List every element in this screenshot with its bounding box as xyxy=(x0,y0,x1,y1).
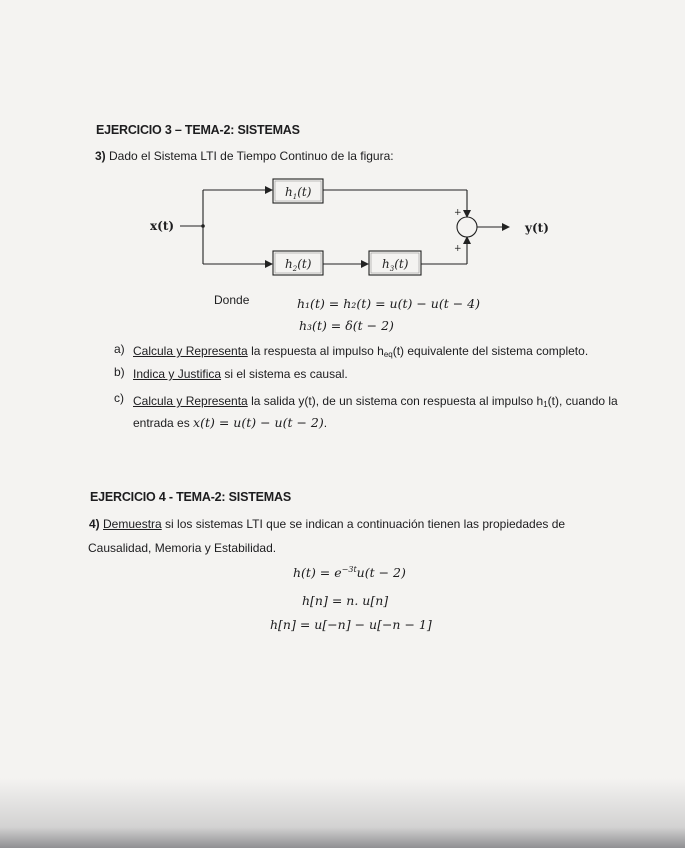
output-label: y(t) xyxy=(525,221,549,235)
exercise-4-statement-line2: Causalidad, Memoria y Estabilidad. xyxy=(88,541,277,555)
item-a-text: Calcula y Representa la respuesta al impulso $h_{eq}(t)$ equivalente del sistema completo. xyxy=(133,344,589,359)
exercise-3-number: 3) xyxy=(95,149,106,163)
equation-4-2: h[n] = n. u[n] xyxy=(302,593,389,608)
plus-sign-top: + xyxy=(454,208,462,218)
item-c-text: Calcula y Representa la salida y(t), de un sistema con respuesta al impulso $h_1(t)$, cuando la xyxy=(133,394,618,409)
donde-label: Donde xyxy=(214,293,250,307)
exercise-3-heading: EJERCICIO 3 – TEMA-2: SISTEMAS xyxy=(96,123,300,137)
exercise-4-statement: 4) Demuestra si los sistemas LTI que se indican a continuación tienen las propiedades de xyxy=(89,517,566,531)
h2-label: $h_2(t)$ xyxy=(285,257,312,273)
item-c-text-line2: entrada es x(t) = u(t) − u(t − 2). xyxy=(133,415,328,430)
item-a-letter: a) xyxy=(114,342,125,356)
block-diagram xyxy=(140,175,560,290)
equation-4-1: $h(t) = e^{-3t}u(t - 2)$ xyxy=(293,565,406,581)
plus-sign-bottom: + xyxy=(454,244,462,254)
item-b-text: Indica y Justifica si el sistema es causal. xyxy=(133,367,348,381)
h1-label: $h_1(t)$ xyxy=(285,185,312,201)
equation-4-3: h[n] = u[−n] − u[−n − 1] xyxy=(270,617,432,632)
exercise-4-heading: EJERCICIO 4 - TEMA-2: SISTEMAS xyxy=(90,490,291,504)
summing-junction xyxy=(457,217,477,237)
item-c-letter: c) xyxy=(114,391,124,405)
page-shadow xyxy=(0,778,685,848)
equation-h3: h₃(t) = δ(t − 2) xyxy=(299,318,394,333)
exercise-3-intro: Dado el Sistema LTI de Tiempo Continuo de la figura: xyxy=(105,149,394,163)
input-label: x(t) xyxy=(150,219,175,233)
exercise-3-statement xyxy=(95,149,394,163)
h3-label: $h_3(t)$ xyxy=(382,257,409,273)
item-b-letter: b) xyxy=(114,365,125,379)
equation-h1-h2: h₁(t) = h₂(t) = u(t) − u(t − 4) xyxy=(297,296,480,311)
